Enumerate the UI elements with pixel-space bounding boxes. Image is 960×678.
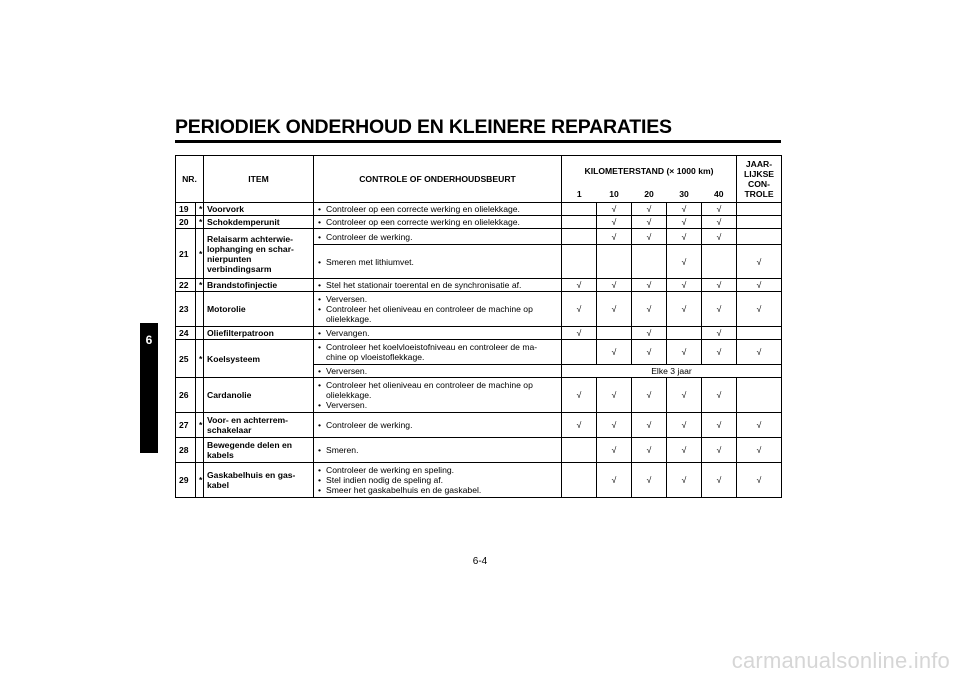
control-list (317, 204, 558, 214)
check-cell: √ (562, 327, 597, 340)
row-number: 27 (176, 413, 196, 438)
control-list (317, 294, 558, 324)
check-cell: √ (597, 229, 632, 245)
row-number: 28 (176, 438, 196, 463)
check-cell: √ (702, 203, 737, 216)
item-name: Relaisarm achterwie- lophanging en schar- nierpunten verbindingsarm (204, 229, 314, 279)
control-item: • Verversen. (317, 400, 558, 410)
service-star: * (196, 463, 204, 498)
watermark: carmanualsonline.info (731, 648, 950, 673)
control-cell (314, 292, 562, 327)
check-cell: √ (562, 279, 597, 292)
table-row (176, 279, 782, 292)
check-cell: √ (597, 463, 632, 498)
title-rule (175, 140, 781, 143)
check-cell: √ (597, 216, 632, 229)
page-number: 6-4 (472, 556, 488, 567)
service-star: * (196, 216, 204, 229)
control-cell (314, 365, 562, 378)
check-cell (702, 245, 737, 279)
check-cell: √ (597, 340, 632, 365)
check-cell: √ (667, 438, 702, 463)
check-cell: √ (702, 216, 737, 229)
header-yearly: JAAR- LIJKSE CON- TROLE (737, 156, 782, 203)
check-cell: √ (632, 378, 667, 413)
item-name: Voor- en achterrem- schakelaar (204, 413, 314, 438)
table-row (176, 463, 782, 498)
control-list (317, 232, 558, 242)
table-row (176, 327, 782, 340)
row-number: 26 (176, 378, 196, 413)
header-item: ITEM (204, 156, 314, 203)
control-cell (314, 378, 562, 413)
row-number: 21 (176, 229, 196, 279)
check-cell: √ (667, 378, 702, 413)
row-number: 19 (176, 203, 196, 216)
item-name: Bewegende delen en kabels (204, 438, 314, 463)
maintenance-table (175, 155, 782, 498)
yearly-check-cell (737, 203, 782, 216)
control-list (317, 445, 558, 455)
table-row (176, 292, 782, 327)
control-cell (314, 463, 562, 498)
control-item: • Verversen. (317, 366, 558, 376)
page-title: PERIODIEK ONDERHOUD EN KLEINERE REPARATIES (175, 116, 672, 138)
row-number: 23 (176, 292, 196, 327)
check-cell: √ (702, 279, 737, 292)
check-cell: √ (667, 216, 702, 229)
control-cell (314, 229, 562, 245)
header-nr: NR. (176, 156, 204, 203)
check-cell (597, 327, 632, 340)
chapter-tab: 6 (140, 323, 158, 453)
km-col-10: 10 (597, 186, 632, 203)
row-number: 25 (176, 340, 196, 378)
yearly-check-cell: √ (737, 245, 782, 279)
control-list (317, 420, 558, 430)
check-cell: √ (667, 340, 702, 365)
service-star (196, 378, 204, 413)
yearly-check-cell (737, 229, 782, 245)
control-item: • Stel het stationair toerental en de synchronisatie af. (317, 280, 558, 290)
item-name: Schokdemperunit (204, 216, 314, 229)
check-cell (562, 438, 597, 463)
check-cell: √ (702, 327, 737, 340)
km-col-40: 40 (702, 186, 737, 203)
item-name: Koelsysteem (204, 340, 314, 378)
check-cell (562, 340, 597, 365)
check-cell: √ (632, 463, 667, 498)
check-cell: √ (632, 229, 667, 245)
check-cell: √ (702, 463, 737, 498)
control-list (317, 328, 558, 338)
check-cell: √ (667, 245, 702, 279)
item-name: Cardanolie (204, 378, 314, 413)
control-list (317, 280, 558, 290)
control-cell (314, 245, 562, 279)
yearly-check-cell (737, 327, 782, 340)
table-row (176, 413, 782, 438)
yearly-check-cell: √ (737, 340, 782, 365)
check-cell: √ (667, 463, 702, 498)
check-cell: √ (597, 378, 632, 413)
service-star: * (196, 413, 204, 438)
table-row (176, 229, 782, 245)
item-name: Oliefilterpatroon (204, 327, 314, 340)
check-cell: √ (597, 292, 632, 327)
check-cell: √ (597, 203, 632, 216)
control-cell (314, 413, 562, 438)
check-cell: √ (562, 413, 597, 438)
control-item: • Controleer de werking. (317, 420, 558, 430)
check-cell: √ (632, 438, 667, 463)
check-cell: √ (667, 203, 702, 216)
control-list (317, 217, 558, 227)
table-row (176, 216, 782, 229)
check-cell: √ (632, 279, 667, 292)
check-cell: √ (702, 292, 737, 327)
control-cell (314, 279, 562, 292)
service-star: * (196, 340, 204, 378)
check-cell: √ (667, 279, 702, 292)
check-cell: √ (702, 340, 737, 365)
check-cell: √ (597, 438, 632, 463)
check-cell: √ (702, 438, 737, 463)
header-control: CONTROLE OF ONDERHOUDSBEURT (314, 156, 562, 203)
control-item: • Vervangen. (317, 328, 558, 338)
control-item: • Controleer de werking. (317, 232, 558, 242)
check-cell (562, 216, 597, 229)
check-cell (562, 245, 597, 279)
check-cell: √ (632, 216, 667, 229)
check-cell (667, 327, 702, 340)
control-item: • Controleer de werking en speling. (317, 465, 558, 475)
km-col-20: 20 (632, 186, 667, 203)
check-cell: √ (702, 413, 737, 438)
row-number: 22 (176, 279, 196, 292)
yearly-check-cell: √ (737, 463, 782, 498)
service-star: * (196, 229, 204, 279)
control-item: • Smeer het gaskabelhuis en de gaskabel. (317, 485, 558, 495)
check-cell (562, 229, 597, 245)
control-item: • Controleer op een correcte werking en olielekkage. (317, 204, 558, 214)
row-number: 29 (176, 463, 196, 498)
row-number: 20 (176, 216, 196, 229)
control-cell (314, 438, 562, 463)
service-star: * (196, 279, 204, 292)
table-row (176, 203, 782, 216)
service-star (196, 438, 204, 463)
check-cell: √ (702, 229, 737, 245)
check-cell: √ (632, 413, 667, 438)
yearly-check-cell (737, 378, 782, 413)
control-item: • Controleer op een correcte werking en olielekkage. (317, 217, 558, 227)
service-star (196, 327, 204, 340)
item-name: Brandstofinjectie (204, 279, 314, 292)
header-km: KILOMETERSTAND (× 1000 km) (562, 156, 737, 186)
table-body (176, 203, 782, 498)
check-cell: √ (667, 229, 702, 245)
control-list (317, 465, 558, 495)
control-item: • Verversen. (317, 294, 558, 304)
yearly-check-cell: √ (737, 438, 782, 463)
control-item: • Controleer het olieniveau en controleer de machine op olielekkage. (317, 380, 558, 400)
check-cell: √ (667, 413, 702, 438)
check-cell (562, 463, 597, 498)
check-cell: √ (667, 292, 702, 327)
check-cell: √ (632, 292, 667, 327)
table-row (176, 378, 782, 413)
yearly-check-cell: √ (737, 413, 782, 438)
check-cell: √ (597, 279, 632, 292)
table-row (176, 340, 782, 365)
table-row (176, 438, 782, 463)
check-cell (597, 245, 632, 279)
control-list (317, 342, 558, 362)
row-number: 24 (176, 327, 196, 340)
control-list (317, 257, 558, 267)
control-cell (314, 216, 562, 229)
control-list (317, 380, 558, 410)
check-cell (632, 245, 667, 279)
check-cell: √ (702, 378, 737, 413)
interval-cell: Elke 3 jaar (562, 365, 782, 378)
control-item: • Controleer het koelvloeistofniveau en controleer de ma- chine op vloeistoflekkage. (317, 342, 558, 362)
km-col-1: 1 (562, 186, 597, 203)
control-item: • Smeren met lithiumvet. (317, 257, 558, 267)
check-cell: √ (562, 378, 597, 413)
check-cell: √ (632, 340, 667, 365)
check-cell (562, 203, 597, 216)
item-name: Voorvork (204, 203, 314, 216)
yearly-check-cell: √ (737, 279, 782, 292)
service-star (196, 292, 204, 327)
control-item: • Controleer het olieniveau en controleer de machine op olielekkage. (317, 304, 558, 324)
control-list (317, 366, 558, 376)
km-col-30: 30 (667, 186, 702, 203)
yearly-check-cell: √ (737, 292, 782, 327)
control-item: • Stel indien nodig de speling af. (317, 475, 558, 485)
check-cell: √ (632, 203, 667, 216)
check-cell: √ (597, 413, 632, 438)
yearly-check-cell (737, 216, 782, 229)
item-name: Gaskabelhuis en gas- kabel (204, 463, 314, 498)
control-item: • Smeren. (317, 445, 558, 455)
control-cell (314, 340, 562, 365)
check-cell: √ (632, 327, 667, 340)
service-star: * (196, 203, 204, 216)
control-cell (314, 203, 562, 216)
check-cell: √ (562, 292, 597, 327)
control-cell (314, 327, 562, 340)
item-name: Motorolie (204, 292, 314, 327)
